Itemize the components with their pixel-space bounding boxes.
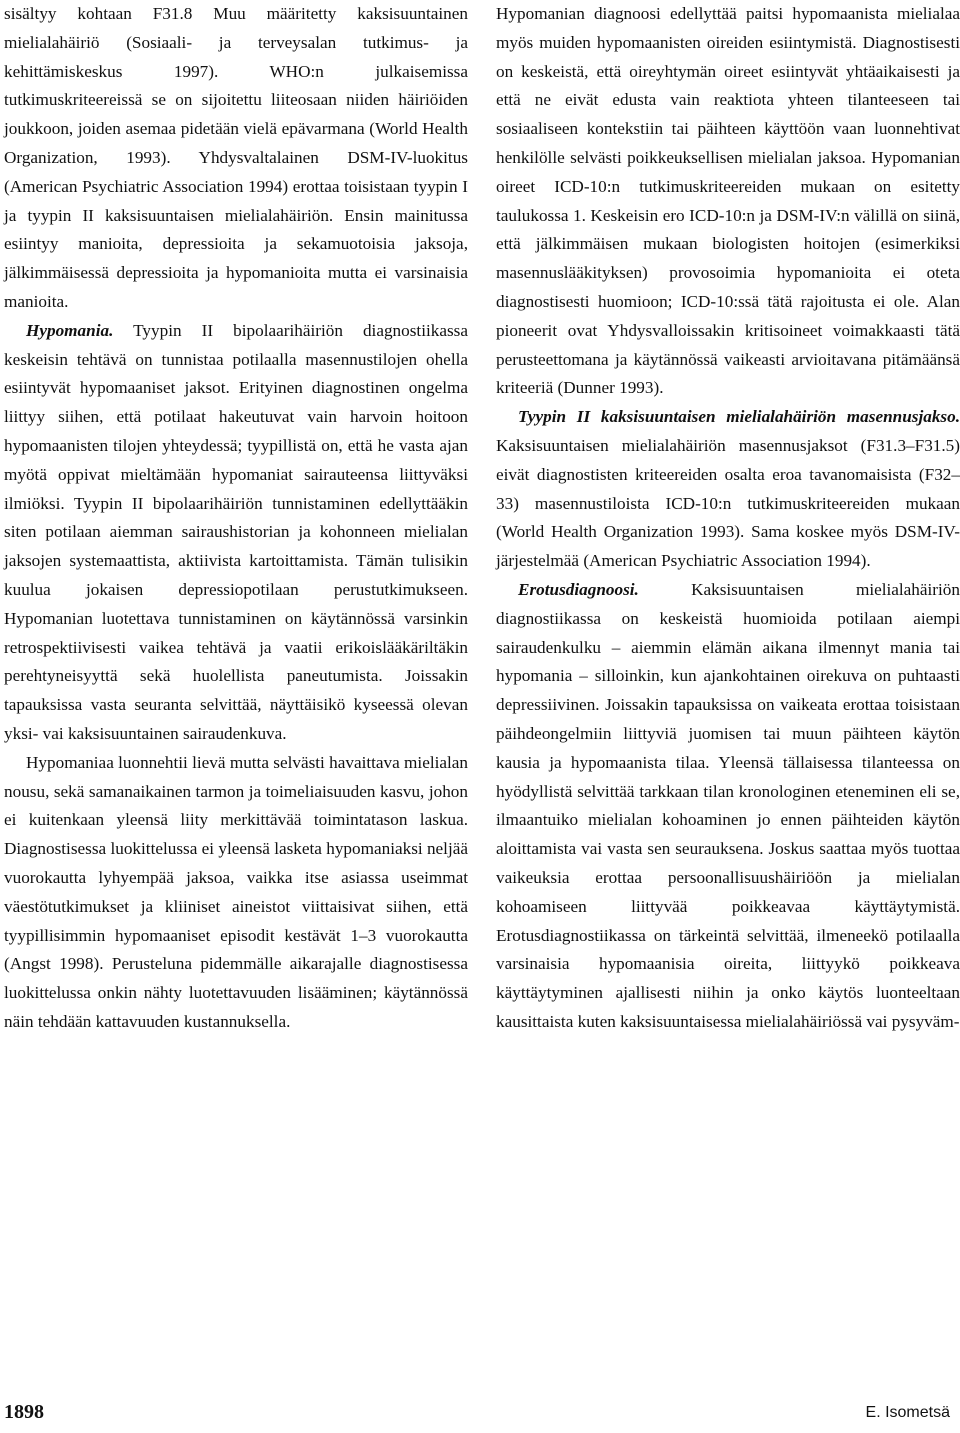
running-author: E. Isometsä	[865, 1404, 950, 1421]
paragraph-hypomania	[4, 317, 468, 749]
section-heading-depressive-episode: Tyypin II kaksisuuntaisen mielialahäiriön masennusjakso.	[518, 407, 960, 427]
paragraph-hypomania-body: Tyypin II bipolaarihäiriön diagnostiikassa keskeisin tehtävä on tunnistaa potilaalla masennustilojen ohella esiintyvät hypomaaniset jaksot. Erityinen diagnostinen ongelma liittyy siihen, että potilaat hakeutuvat vain harvoin hoitoon hypomaanisten tilojen yhteydessä; tyypillistä on, että he vasta ajan myötä oppivat mieltämään hypomaniat sairauteensa liittyväksi ilmiöksi. Tyypin II bipolaarihäiriön tunnistaminen edellyttääkin siten potilaan aiemman sairaushistorian ja kohonneen mielialan jaksojen systemaattista, aktiivista kartoittamista. Tämän tulisikin kuulua jokaisen depressiopotilaan perustutkimukseen. Hypomanian luotettava tunnistaminen on käytännössä varsinkin retrospektiivisesti vaikea tehtävä ja vaatii erikoislääkäriltäkin perehtyneisyyttä sekä huolellista paneutumista. Joissakin tapauksissa vasta seuranta selvittää, näyttäisikö kyseessä olevan yksi- vai kaksisuuntainen sairaudenkuva.	[4, 320, 468, 743]
paragraph-depressive-episode	[496, 403, 960, 576]
paragraph-depressive-episode-body: Kaksisuuntaisen mielialahäiriön masennusjaksot (F31.3–F31.5) eivät diagnostisten kriteereiden osalta eroa tavanomaisista (F32–33) masennustiloista ICD-10:n tutkimuskriteereiden mukaan (World Health Organization 1993). Sama koskee myös DSM-IV-järjestelmää (American Psychiatric Association 1994).	[496, 435, 960, 571]
paragraph-continued: sisältyy kohtaan F31.8 Muu määritetty kaksisuuntainen mielialahäiriö (Sosiaali- ja terveysalan tutkimus- ja kehittämiskeskus 1997). WHO:n julkaisemissa tutkimuskriteereissä se on sijoitettu liiteosaan niiden häiriöiden joukkoon, joiden asemaa pidetään vielä epävarmana (World Health Organization, 1993). Yhdysvaltalainen DSM-IV-luokitus (American Psychiatric Association 1994) erottaa toisistaan tyypin I ja tyypin II kaksisuuntaisen mielialahäiriön. Ensin mainitussa esiintyy manioita, depressioita ja sekamuotoisia jaksoja, jälkimmäisessä depressioita ja hypomanioita mutta ei varsinaisia manioita.	[4, 4, 468, 311]
left-column	[4, 0, 468, 1037]
section-heading-hypomania: Hypomania.	[26, 320, 114, 340]
paragraph-differential-diagnosis-body: Kaksisuuntaisen mielialahäiriön diagnostiikassa on keskeistä huomioida potilaan aiempi sairaudenkulku – aiemmin elämän aikana ilmennyt mania tai hypomania – silloinkin, kun ajankohtainen oirekuva on puhtaasti depressiivinen. Joissakin tapauksissa on vaikeata erottaa toisistaan päihdeongelmiin liittyviä juomisen tai muun päihteen käytön kausia ja hypomaanista tilaa. Yleensä tällaisessa tilanteessa on hyödyllistä selvittää tarkkaan tilan kronologinen eteneminen eli se, ilmaantuiko mielialan kohoaminen jo ennen päihteiden käytön aloittamista vai vasta sen seurauksena. Joskus saattaa myös tuottaa vaikeuksia erottaa persoonallisuushäiriöön ja mielialan kohoamiseen liittyvää poikkeavaa käyttäytymistä. Erotusdiagnostiikassa on tärkeintä selvittää, ilmeneekö potilaalla varsinaisia hypomaanisia oireita, liittyykö poikkeava käyttäytyminen ajallisesti niihin ja onko käytös luonteeltaan kausittaista kuten kaksisuuntaisessa mielialahäiriössä vai pysyväm-	[496, 579, 960, 1031]
paragraph-differential-diagnosis	[496, 576, 960, 1037]
paragraph-diagnosis: Hypomanian diagnoosi edellyttää paitsi hypomaanista mielialaa myös muiden hypomaanisten oireiden esiintymistä. Diagnostisesti on keskeistä, että oireyhtymän oireet esiintyvät yhtäaikaisesti ja että ne eivät edusta vain reaktiota yhteen tilanteeseen tai sosiaaliseen kontekstiin tai päihteen käyttöön vaan luonnehtivat henkilölle selvästi poikkeuksellisen mielialan jaksoa. Hypomanian oireet ICD-10:n tutkimuskriteereiden mukaan on esitetty taulukossa 1. Keskeisin ero ICD-10:n ja DSM-IV:n välillä on siinä, että jälkimmäisen mukaan biologisten hoitojen (esimerkiksi masennuslääkityksen) provosoimia hypomanioita ei oteta diagnostisesti huomioon; ICD-10:ssä tätä rajoitusta ei ole. Alan pioneerit ovat Yhdysvalloissakin kritisoineet voimakkaasti tätä perusteettomana ja käytännössä vaikeasti arvioitavana pitämäänsä kriteeriä (Dunner 1993).	[496, 4, 960, 398]
page-number: 1898	[4, 1401, 44, 1423]
right-column	[496, 0, 960, 1037]
paragraph-hypomania-description: Hypomaniaa luonnehtii lievä mutta selvästi havaittava mielialan nousu, sekä samanaikainen tarmon ja toimeliaisuuden kasvu, johon ei kuitenkaan yleensä liity merkittävää toimintatason laskua. Diagnostisessa luokittelussa ei yleensä lasketa hypomaniaksi neljää vuorokautta lyhyempää jaksoa, vaikka itse asiassa useimmat väestötutkimukset ja kliiniset aineistot viittaisivat siihen, että tyypillisimmin hypomaaniset episodit kestävät 1–3 vuorokautta (Angst 1998). Perusteluna pidemmälle aikarajalle diagnostisessa luokittelussa onkin nähty luotettavuuden lisääminen; käytännössä näin tehdään kattavuuden kustannuksella.	[4, 752, 468, 1031]
section-heading-differential-diagnosis: Erotusdiagnoosi.	[518, 579, 639, 599]
